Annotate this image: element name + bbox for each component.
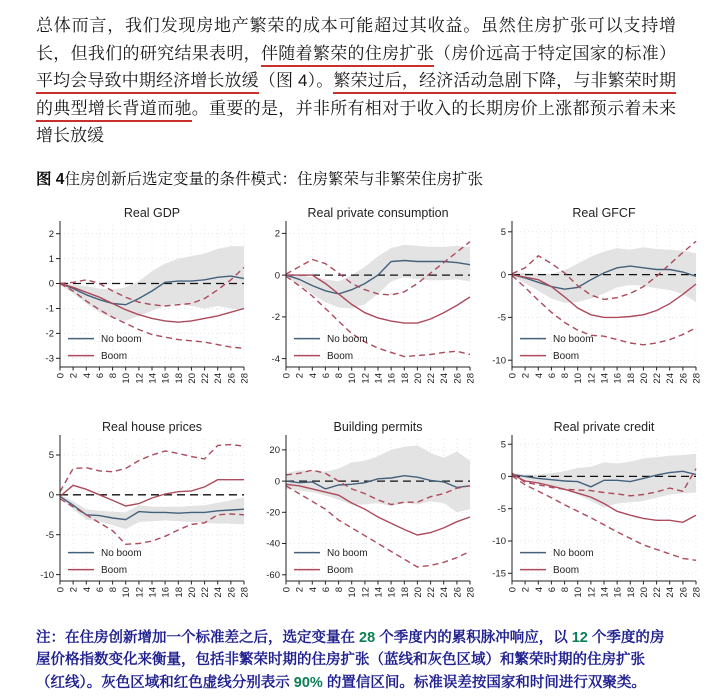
svg-text:Building permits: Building permits	[333, 419, 423, 434]
svg-text:26: 26	[678, 372, 690, 384]
chart-real-private-credit	[478, 419, 704, 615]
svg-text:20: 20	[186, 372, 198, 384]
note-text-4: 的置信区间。标准误差按国家和时间进行双聚类。	[322, 674, 646, 691]
svg-text:Real private consumption: Real private consumption	[307, 205, 449, 220]
note-number-confidence: 90%	[293, 674, 323, 691]
svg-text:18: 18	[625, 372, 637, 384]
svg-text:20: 20	[412, 372, 424, 384]
svg-text:2: 2	[274, 228, 280, 240]
svg-text:0: 0	[500, 471, 506, 483]
svg-text:2: 2	[520, 372, 532, 378]
intro-text-4: 。重要的是，并非所有相对于收入的长期房价上涨都预示着未来增长放缓	[36, 98, 676, 146]
svg-text:12: 12	[360, 372, 372, 384]
svg-text:10: 10	[121, 586, 133, 598]
svg-text:26: 26	[452, 372, 464, 384]
svg-text:14: 14	[373, 372, 385, 384]
svg-text:Boom: Boom	[101, 350, 128, 362]
svg-text:Real house prices: Real house prices	[101, 419, 203, 434]
svg-text:-1: -1	[45, 303, 54, 315]
svg-text:24: 24	[665, 372, 677, 384]
note-text-3: 个季度的房屋价格指数变化来衡量，包括非繁荣时期的住房扩张（蓝线和灰色区域）和繁荣时期的住房扩张（红线）。灰色区域和红色虚线分别表示	[36, 629, 665, 691]
svg-text:18: 18	[399, 586, 411, 598]
svg-text:12: 12	[586, 372, 598, 384]
svg-text:12: 12	[586, 586, 598, 598]
svg-text:26: 26	[452, 586, 464, 598]
svg-text:-10: -10	[492, 535, 506, 547]
svg-text:18: 18	[173, 372, 185, 384]
figure-caption-number: 图 4	[36, 170, 65, 188]
svg-text:-4: -4	[271, 353, 280, 365]
svg-text:18: 18	[173, 586, 185, 598]
svg-text:14: 14	[373, 586, 385, 598]
svg-text:-5: -5	[497, 503, 506, 515]
note-number-quarters: 28	[359, 629, 376, 646]
underlined-phrase-3: 繁荣过后，经济活动急剧下降，与非繁荣时期的典型增长背道而驰	[36, 71, 676, 122]
svg-text:24: 24	[665, 586, 677, 598]
svg-text:Boom: Boom	[553, 564, 580, 576]
note-text-1: 在住房创新增加一个标准差之后，选定变量在	[65, 629, 360, 646]
svg-text:No boom: No boom	[101, 547, 142, 559]
svg-text:8: 8	[334, 372, 346, 378]
svg-text:4: 4	[307, 586, 319, 592]
svg-text:4: 4	[533, 586, 545, 592]
svg-text:24: 24	[439, 372, 451, 384]
svg-text:24: 24	[213, 586, 225, 598]
figure-charts-grid	[26, 205, 708, 615]
chart-real-gdp	[26, 205, 252, 401]
svg-text:16: 16	[386, 586, 398, 598]
svg-text:Boom: Boom	[553, 350, 580, 362]
svg-text:8: 8	[108, 586, 120, 592]
svg-text:16: 16	[612, 586, 624, 598]
svg-text:0: 0	[500, 269, 506, 281]
svg-text:2: 2	[294, 372, 306, 378]
svg-text:28: 28	[465, 372, 477, 384]
svg-text:0: 0	[507, 372, 519, 378]
svg-text:5: 5	[48, 449, 54, 461]
chart-real-private-consumption	[252, 205, 478, 401]
note-number-index-quarters: 12	[571, 629, 588, 646]
svg-text:2: 2	[48, 228, 54, 240]
svg-text:Boom: Boom	[327, 350, 354, 362]
svg-text:14: 14	[147, 372, 159, 384]
chart-svg	[26, 205, 252, 401]
svg-text:20: 20	[638, 586, 650, 598]
svg-text:8: 8	[560, 372, 572, 378]
svg-text:24: 24	[439, 586, 451, 598]
svg-text:Boom: Boom	[101, 564, 128, 576]
svg-text:12: 12	[360, 586, 372, 598]
figure-caption-text: 住房创新后选定变量的条件模式：住房繁荣与非繁荣住房扩张	[64, 170, 483, 188]
svg-text:4: 4	[533, 372, 545, 378]
svg-text:20: 20	[186, 586, 198, 598]
svg-text:10: 10	[573, 586, 585, 598]
svg-text:5: 5	[500, 439, 506, 451]
svg-text:4: 4	[307, 372, 319, 378]
svg-text:6: 6	[546, 586, 558, 592]
svg-text:-15: -15	[492, 568, 506, 580]
svg-text:16: 16	[386, 372, 398, 384]
svg-text:10: 10	[573, 372, 585, 384]
svg-text:26: 26	[226, 586, 238, 598]
svg-text:0: 0	[274, 269, 280, 281]
svg-text:14: 14	[599, 372, 611, 384]
svg-text:22: 22	[652, 372, 664, 384]
underlined-phrase-2: 平均会导致中期经济增长放缓	[36, 71, 259, 94]
svg-text:No boom: No boom	[101, 333, 142, 345]
svg-text:1: 1	[48, 253, 54, 265]
figure-caption	[36, 167, 672, 189]
svg-text:No boom: No boom	[553, 333, 594, 345]
svg-text:8: 8	[334, 586, 346, 592]
svg-text:5: 5	[500, 226, 506, 238]
svg-text:-60: -60	[266, 569, 280, 581]
svg-text:Real private credit: Real private credit	[553, 419, 655, 434]
svg-text:Real GDP: Real GDP	[123, 205, 181, 220]
svg-text:22: 22	[652, 586, 664, 598]
svg-text:10: 10	[121, 372, 133, 384]
svg-text:-3: -3	[45, 353, 54, 365]
intro-text-1: 总体而言，我们发现房地产繁荣的成本可能超过其收益。虽然住房扩张可以支持增长，但我们的研究结果表明，	[36, 16, 676, 63]
svg-text:6: 6	[94, 586, 106, 592]
svg-text:No boom: No boom	[327, 333, 368, 345]
svg-text:6: 6	[94, 372, 106, 378]
svg-text:28: 28	[691, 372, 703, 384]
svg-text:28: 28	[239, 586, 251, 598]
svg-text:-2: -2	[271, 311, 280, 323]
svg-text:8: 8	[108, 372, 120, 378]
svg-text:6: 6	[546, 372, 558, 378]
svg-text:16: 16	[160, 372, 172, 384]
svg-text:8: 8	[560, 586, 572, 592]
intro-text-3: （图 4）。	[258, 71, 334, 91]
svg-text:6: 6	[320, 586, 332, 592]
svg-text:28: 28	[691, 586, 703, 598]
chart-real-gfcf	[478, 205, 704, 401]
svg-text:-20: -20	[266, 507, 280, 519]
svg-text:No boom: No boom	[553, 547, 594, 559]
svg-text:16: 16	[160, 586, 172, 598]
svg-text:20: 20	[269, 444, 280, 456]
svg-text:-10: -10	[40, 569, 54, 581]
svg-text:28: 28	[239, 372, 251, 384]
chart-svg	[252, 419, 478, 615]
chart-svg	[478, 205, 704, 401]
svg-text:2: 2	[294, 586, 306, 592]
svg-text:26: 26	[678, 586, 690, 598]
svg-text:20: 20	[412, 586, 424, 598]
svg-text:4: 4	[81, 372, 93, 378]
chart-svg	[478, 419, 704, 615]
svg-text:Boom: Boom	[327, 564, 354, 576]
svg-text:-2: -2	[45, 328, 54, 340]
svg-text:2: 2	[68, 372, 80, 378]
svg-text:16: 16	[612, 372, 624, 384]
svg-text:28: 28	[465, 586, 477, 598]
svg-text:No boom: No boom	[327, 547, 368, 559]
chart-svg	[26, 419, 252, 615]
svg-text:26: 26	[226, 372, 238, 384]
figure-note	[36, 627, 672, 694]
svg-text:22: 22	[200, 372, 212, 384]
svg-text:14: 14	[147, 586, 159, 598]
chart-svg	[252, 205, 478, 401]
intro-text-2: （房价远高于特定国家的标准）	[434, 43, 677, 63]
svg-text:10: 10	[347, 372, 359, 384]
svg-text:18: 18	[625, 586, 637, 598]
underlined-phrase-1: 伴随着繁荣的住房扩张	[261, 44, 434, 67]
note-prefix: 注：	[36, 629, 65, 646]
svg-text:0: 0	[48, 489, 54, 501]
intro-paragraph	[36, 12, 676, 150]
svg-text:6: 6	[320, 372, 332, 378]
svg-text:10: 10	[347, 586, 359, 598]
svg-text:24: 24	[213, 372, 225, 384]
svg-text:22: 22	[426, 372, 438, 384]
svg-text:-10: -10	[492, 355, 506, 367]
svg-text:0: 0	[281, 372, 293, 378]
svg-text:Real GFCF: Real GFCF	[572, 205, 636, 220]
svg-text:0: 0	[274, 475, 280, 487]
svg-text:0: 0	[55, 586, 67, 592]
chart-real-house-prices	[26, 419, 252, 615]
svg-text:12: 12	[134, 586, 146, 598]
svg-text:4: 4	[81, 586, 93, 592]
svg-text:0: 0	[55, 372, 67, 378]
svg-text:2: 2	[68, 586, 80, 592]
svg-text:0: 0	[281, 586, 293, 592]
svg-text:12: 12	[134, 372, 146, 384]
svg-text:2: 2	[520, 586, 532, 592]
svg-text:22: 22	[200, 586, 212, 598]
svg-text:0: 0	[507, 586, 519, 592]
svg-text:-5: -5	[497, 312, 506, 324]
svg-text:-40: -40	[266, 538, 280, 550]
svg-text:14: 14	[599, 586, 611, 598]
chart-building-permits	[252, 419, 478, 615]
svg-text:20: 20	[638, 372, 650, 384]
svg-text:-5: -5	[45, 529, 54, 541]
svg-text:0: 0	[48, 278, 54, 290]
note-text-2: 个季度内的累积脉冲响应，以	[375, 629, 572, 646]
svg-text:18: 18	[399, 372, 411, 384]
svg-text:22: 22	[426, 586, 438, 598]
